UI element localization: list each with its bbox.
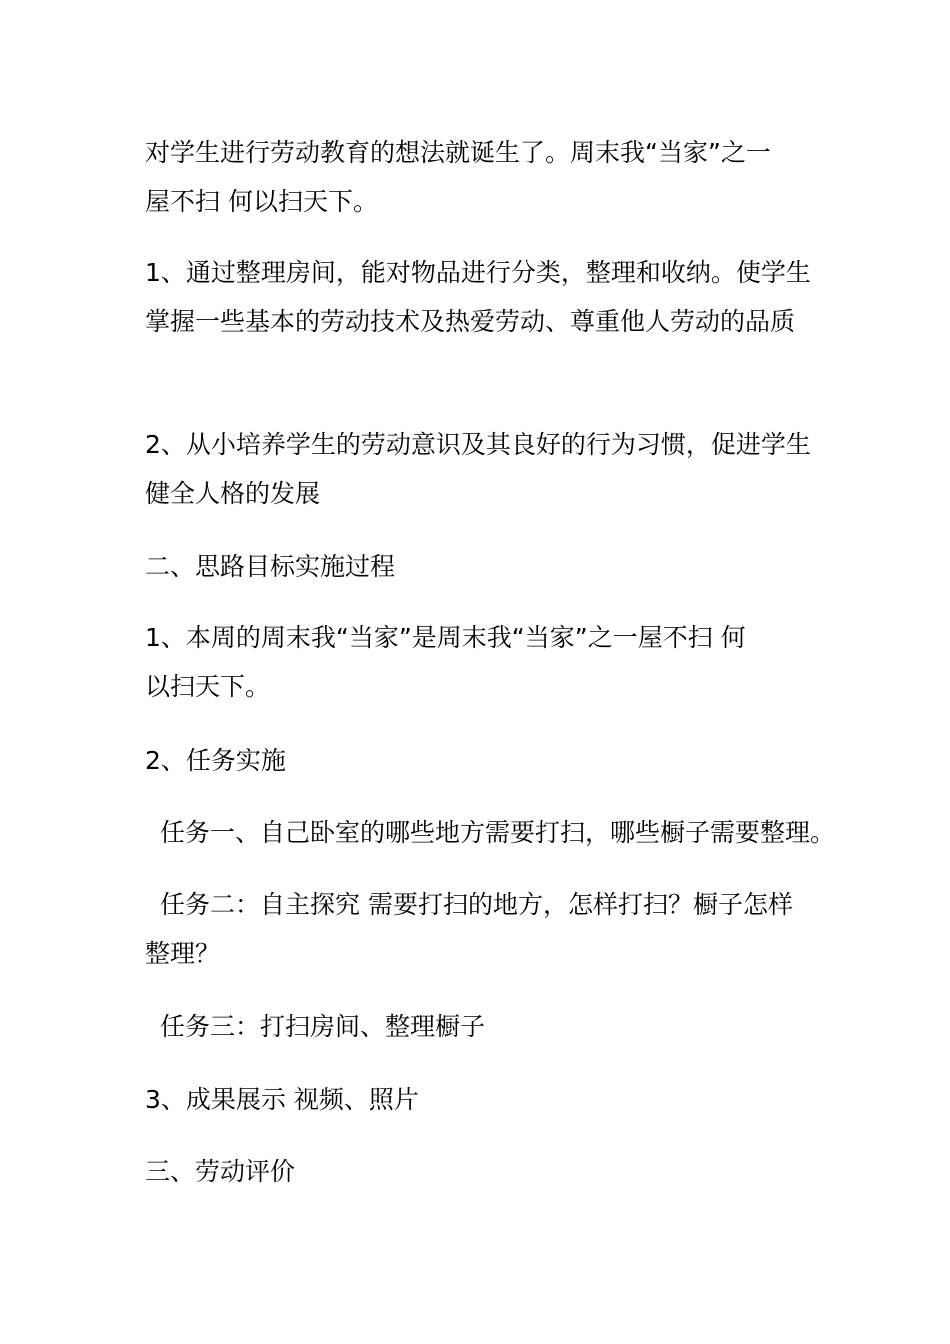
text-line: 任务一、自己卧室的哪些地方需要打扫，哪些橱子需要整理。: [160, 818, 836, 847]
text-line: 2、从小培养学生的劳动意识及其良好的行为习惯，促进学生: [145, 430, 811, 459]
paragraph-goal-2: [145, 420, 815, 518]
text-line: 整理？: [145, 939, 221, 968]
paragraph-step-2: [145, 736, 815, 785]
text-line: 屋不扫 何以扫天下。: [145, 187, 378, 216]
text-line: 任务三：打扫房间、整理橱子: [160, 1012, 486, 1041]
paragraph-task-3: [160, 1002, 830, 1051]
text-line: 三、劳动评价: [145, 1157, 296, 1186]
section-heading-2: [145, 542, 815, 591]
text-line: 对学生进行劳动教育的想法就诞生了。周末我“当家”之一: [145, 138, 771, 167]
section-heading-3: [145, 1147, 815, 1196]
text-line: 1、本周的周末我“当家”是周末我“当家”之一屋不扫 何: [145, 623, 746, 652]
paragraph-intro: [145, 128, 815, 226]
paragraph-step-3: [145, 1075, 815, 1124]
paragraph-goal-1: [145, 248, 815, 346]
text-line: 3、成果展示 视频、照片: [145, 1085, 419, 1114]
text-line: 1、通过整理房间，能对物品进行分类，整理和收纳。使学生: [145, 258, 811, 287]
text-line: 以扫天下。: [145, 672, 271, 701]
text-line: 掌握一些基本的劳动技术及热爱劳动、尊重他人劳动的品质: [145, 307, 796, 336]
paragraph-task-2: [145, 880, 830, 978]
paragraph-task-1: [160, 808, 836, 857]
text-line: 健全人格的发展: [145, 479, 321, 508]
paragraph-step-1: [145, 613, 815, 711]
text-line: 2、任务实施: [145, 746, 286, 775]
text-line: 二、思路目标实施过程: [145, 552, 396, 581]
text-line: 任务二：自主探究 需要打扫的地方，怎样打扫？橱子怎样: [160, 890, 793, 919]
